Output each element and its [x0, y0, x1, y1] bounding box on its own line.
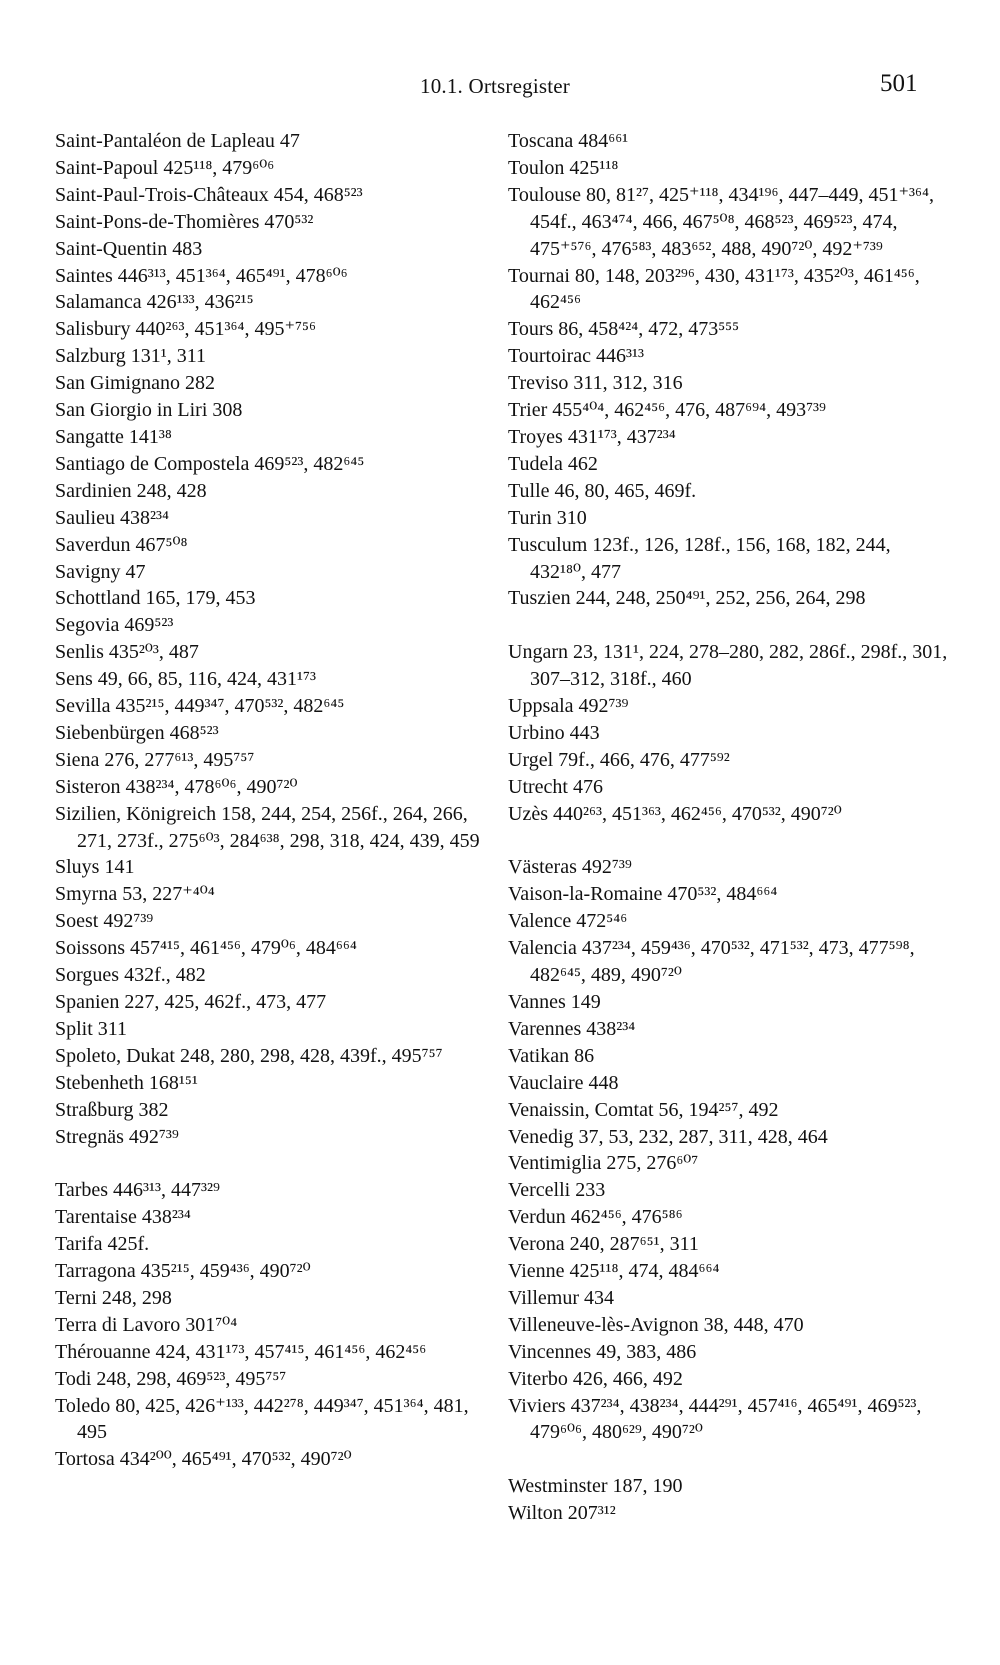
index-entry: Uzès 440²⁶³, 451³⁶³, 462⁴⁵⁶, 470⁵³², 490⁷²⁰	[508, 802, 842, 825]
index-entry: Viviers 437²³⁴, 438²³⁴, 444²⁹¹, 457⁴¹⁶, 465⁴⁹¹, 469⁵²³, 479⁶⁰⁶, 480⁶²⁹, 490⁷²⁰	[508, 1394, 922, 1444]
index-entry: Sizilien, Königreich 158, 244, 254, 256f., 264, 266, 271, 273f., 275⁶⁰³, 284⁶³⁸, 298, 318, 424, 439, 459	[55, 802, 480, 852]
index-entry: Vienne 425¹¹⁸, 474, 484⁶⁶⁴	[508, 1260, 720, 1283]
index-entry: Tarbes 446³¹³, 447³²⁹	[55, 1179, 220, 1202]
index-entry: Valencia 437²³⁴, 459⁴³⁶, 470⁵³², 471⁵³², 473, 477⁵⁹⁸, 482⁶⁴⁵, 489, 490⁷²⁰	[508, 937, 915, 987]
index-entry: Sardinien 248, 428	[55, 479, 207, 502]
index-entry: Viterbo 426, 466, 492	[508, 1367, 683, 1390]
index-entry: Varennes 438²³⁴	[508, 1017, 636, 1040]
index-entry: Salamanca 426¹³³, 436²¹⁵	[55, 291, 254, 314]
index-entry: Tours 86, 458⁴²⁴, 472, 473⁵⁵⁵	[508, 318, 740, 341]
index-entry: Saverdun 467⁵⁰⁸	[55, 533, 188, 556]
index-entry: Vatikan 86	[508, 1044, 595, 1067]
index-entry: Tulle 46, 80, 465, 469f.	[508, 479, 697, 502]
index-column-left	[55, 128, 490, 1473]
index-entry: Ventimiglia 275, 276⁶⁰⁷	[508, 1152, 699, 1175]
index-entry: Villemur 434	[508, 1286, 615, 1309]
index-letter-group	[508, 854, 948, 1446]
index-entry: Tusculum 123f., 126, 128f., 156, 168, 182, 244, 432¹⁸⁰, 477	[508, 533, 891, 583]
index-entry: Spoleto, Dukat 248, 280, 298, 428, 439f., 495⁷⁵⁷	[55, 1044, 443, 1067]
index-letter-group	[508, 1473, 948, 1527]
index-entry: Sens 49, 66, 85, 116, 424, 431¹⁷³	[55, 668, 317, 691]
index-entry: Treviso 311, 312, 316	[508, 372, 683, 395]
index-entry: Uppsala 492⁷³⁹	[508, 695, 629, 718]
index-entry: Terra di Lavoro 301⁷⁰⁴	[55, 1313, 238, 1336]
index-entry: Stebenheth 168¹⁵¹	[55, 1071, 198, 1094]
index-entry: Saint-Papoul 425¹¹⁸, 479⁶⁰⁶	[55, 156, 275, 179]
index-entry: Tarragona 435²¹⁵, 459⁴³⁶, 490⁷²⁰	[55, 1260, 311, 1283]
index-entry: Spanien 227, 425, 462f., 473, 477	[55, 991, 327, 1013]
index-entry: Toulon 425¹¹⁸	[508, 156, 619, 179]
index-entry: Verona 240, 287⁶⁵¹, 311	[508, 1233, 699, 1256]
index-entry: Siebenbürgen 468⁵²³	[55, 721, 219, 744]
index-entry: San Gimignano 282	[55, 372, 215, 395]
index-entry: Terni 248, 298	[55, 1286, 172, 1309]
index-entry: Toscana 484⁶⁶¹	[508, 130, 629, 152]
index-letter-group	[55, 128, 490, 1150]
index-entry: Ungarn 23, 131¹, 224, 278–280, 282, 286f., 298f., 301, 307–312, 318f., 460	[508, 641, 948, 691]
index-column-right	[508, 128, 948, 1527]
index-entry: Saint-Pons-de-Thomières 470⁵³²	[55, 210, 314, 233]
index-entry: Saulieu 438²³⁴	[55, 506, 169, 529]
index-letter-group	[508, 639, 948, 827]
index-entry: Västeras 492⁷³⁹	[508, 856, 632, 879]
index-entry: Tournai 80, 148, 203²⁹⁶, 430, 431¹⁷³, 435²⁰³, 461⁴⁵⁶, 462⁴⁵⁶	[508, 264, 920, 314]
index-entry: Troyes 431¹⁷³, 437²³⁴	[508, 425, 676, 448]
index-entry: Urbino 443	[508, 721, 600, 744]
index-entry: Smyrna 53, 227⁺⁴⁰⁴	[55, 883, 215, 906]
index-entry: Saintes 446³¹³, 451³⁶⁴, 465⁴⁹¹, 478⁶⁰⁶	[55, 264, 348, 287]
index-entry: Stregnäs 492⁷³⁹	[55, 1125, 179, 1148]
index-entry: Sangatte 141³⁸	[55, 425, 172, 448]
index-entry: Saint-Pantaléon de Lapleau 47	[55, 130, 300, 152]
index-entry: San Giorgio in Liri 308	[55, 399, 243, 422]
index-entry: Tarentaise 438²³⁴	[55, 1206, 191, 1229]
index-entry: Siena 276, 277⁶¹³, 495⁷⁵⁷	[55, 748, 255, 771]
index-entry: Venedig 37, 53, 232, 287, 311, 428, 464	[508, 1125, 828, 1148]
index-entry: Sisteron 438²³⁴, 478⁶⁰⁶, 490⁷²⁰	[55, 775, 298, 798]
index-entry: Tourtoirac 446³¹³	[508, 345, 644, 368]
index-entry: Tarifa 425f.	[55, 1233, 150, 1256]
index-entry: Sluys 141	[55, 856, 135, 879]
index-entry: Vannes 149	[508, 990, 601, 1013]
index-entry: Valence 472⁵⁴⁶	[508, 910, 628, 933]
index-entry: Senlis 435²⁰³, 487	[55, 641, 199, 664]
index-entry: Sorgues 432f., 482	[55, 964, 206, 987]
index-entry: Sevilla 435²¹⁵, 449³⁴⁷, 470⁵³², 482⁶⁴⁵	[55, 695, 345, 718]
index-entry: Saint-Quentin 483	[55, 237, 203, 260]
index-entry: Tudela 462	[508, 452, 598, 475]
index-entry: Turin 310	[508, 506, 587, 529]
index-entry: Salzburg 131¹, 311	[55, 345, 206, 368]
index-entry: Toledo 80, 425, 426⁺¹³³, 442²⁷⁸, 449³⁴⁷, 451³⁶⁴, 481, 495	[55, 1394, 469, 1444]
index-entry: Thérouanne 424, 431¹⁷³, 457⁴¹⁵, 461⁴⁵⁶, 462⁴⁵⁶	[55, 1340, 427, 1363]
index-letter-group	[508, 128, 948, 612]
index-entry: Venaissin, Comtat 56, 194²⁵⁷, 492	[508, 1098, 779, 1121]
index-entry: Soest 492⁷³⁹	[55, 910, 154, 933]
running-header-title: 10.1. Ortsregister	[420, 74, 570, 98]
index-entry: Todi 248, 298, 469⁵²³, 495⁷⁵⁷	[55, 1367, 287, 1390]
index-entry: Vercelli 233	[508, 1179, 606, 1202]
index-entry: Tortosa 434²⁰⁰, 465⁴⁹¹, 470⁵³², 490⁷²⁰	[55, 1448, 352, 1471]
index-entry: Villeneuve-lès-Avignon 38, 448, 470	[508, 1313, 804, 1336]
index-entry: Urgel 79f., 466, 476, 477⁵⁹²	[508, 748, 730, 771]
index-entry: Vincennes 49, 383, 486	[508, 1340, 697, 1363]
index-entry: Toulouse 80, 81²⁷, 425⁺¹¹⁸, 434¹⁹⁶, 447–449, 451⁺³⁶⁴, 454f., 463⁴⁷⁴, 466, 467⁵⁰⁸, 468⁵²³, 469⁵²³, 474, 475⁺⁵⁷⁶, 476⁵⁸³, 483⁶⁵², 488, 490⁷²⁰, 492⁺⁷³⁹	[508, 183, 934, 260]
index-entry: Segovia 469⁵²³	[55, 614, 174, 637]
index-entry: Trier 455⁴⁰⁴, 462⁴⁵⁶, 476, 487⁶⁹⁴, 493⁷³⁹	[508, 399, 827, 422]
index-entry: Soissons 457⁴¹⁵, 461⁴⁵⁶, 479⁰⁶, 484⁶⁶⁴	[55, 937, 357, 960]
index-entry: Westminster 187, 190	[508, 1475, 683, 1498]
index-entry: Wilton 207³¹²	[508, 1502, 616, 1525]
index-entry: Schottland 165, 179, 453	[55, 587, 256, 610]
index-entry: Split 311	[55, 1017, 128, 1040]
index-entry: Salisbury 440²⁶³, 451³⁶⁴, 495⁺⁷⁵⁶	[55, 318, 316, 341]
index-entry: Vaison-la-Romaine 470⁵³², 484⁶⁶⁴	[508, 883, 778, 906]
index-entry: Vauclaire 448	[508, 1071, 619, 1094]
index-entry: Straßburg 382	[55, 1098, 169, 1121]
index-entry: Savigny 47	[55, 560, 146, 583]
index-entry: Tuszien 244, 248, 250⁴⁹¹, 252, 256, 264, 298	[508, 587, 866, 610]
index-entry: Verdun 462⁴⁵⁶, 476⁵⁸⁶	[508, 1206, 683, 1229]
index-entry: Saint-Paul-Trois-Châteaux 454, 468⁵²³	[55, 183, 363, 206]
page-number: 501	[880, 70, 918, 97]
index-entry: Santiago de Compostela 469⁵²³, 482⁶⁴⁵	[55, 452, 365, 475]
index-entry: Utrecht 476	[508, 775, 603, 798]
index-letter-group	[55, 1177, 490, 1473]
